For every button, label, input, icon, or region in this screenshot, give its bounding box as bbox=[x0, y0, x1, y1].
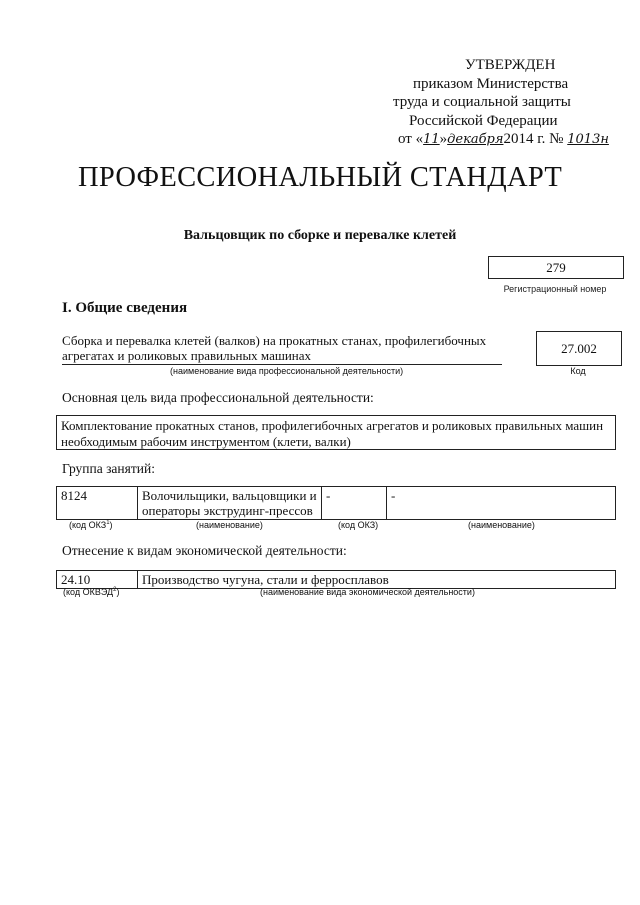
okved-name-caption: (наименование вида экономической деятельности) bbox=[260, 587, 475, 597]
goal-box: Комплектование прокатных станов, профилегибочных агрегатов и роликовых правильных машин необходимым рабочим инструментом (клети, валки) bbox=[56, 415, 616, 450]
approval-date-line bbox=[360, 130, 620, 150]
page-title: ПРОФЕССИОНАЛЬНЫЙ СТАНДАРТ bbox=[77, 162, 563, 193]
section-heading: I. Общие сведения bbox=[62, 300, 188, 316]
okved-code-caption: (код ОКВЭД$^2$) bbox=[63, 587, 120, 597]
activity-name: Сборка и перевалка клетей (валков) на прокатных станах, профилегибочных агрегатах и роликовых правильных машинах bbox=[62, 333, 502, 365]
okz-code2-cell: - bbox=[322, 487, 387, 520]
approval-line3: труда и социальной защиты bbox=[393, 94, 571, 110]
occupation-group-label: Группа занятий: bbox=[62, 461, 155, 476]
date-mid: » bbox=[439, 131, 448, 147]
okz-code-cell: 8124 bbox=[57, 487, 138, 520]
date-prefix: от « bbox=[398, 131, 424, 147]
approval-line1: УТВЕРЖДЕН bbox=[465, 57, 556, 73]
okz-name-caption: (наименование) bbox=[196, 520, 263, 530]
occupation-table bbox=[56, 486, 616, 520]
okz-name2-caption: (наименование) bbox=[468, 520, 535, 530]
okved-code-cell: 24.10 bbox=[57, 571, 138, 589]
activity-code-box: 27.002 bbox=[536, 331, 622, 366]
okz-name-cell: Волочильщики, вальцовщики и операторы экструдинг-прессов bbox=[138, 487, 322, 520]
approval-line4: Российской Федерации bbox=[409, 112, 558, 129]
okved-name-cell: Производство чугуна, стали и ферросплавов bbox=[138, 571, 616, 589]
okz-code-caption: (код ОКЗ$^1$) bbox=[69, 520, 113, 530]
table-row bbox=[57, 487, 616, 520]
approval-block bbox=[360, 56, 620, 150]
activity-name-caption: (наименование вида профессиональной деятельности) bbox=[170, 366, 404, 376]
economic-activity-label: Отнесение к видам экономической деятельности: bbox=[62, 543, 347, 558]
standard-name: Вальцовщик по сборке и перевалке клетей bbox=[183, 228, 457, 243]
okz-name2-cell: - bbox=[387, 487, 616, 520]
registration-number-box: 279 bbox=[488, 256, 624, 279]
registration-number-label: Регистрационный номер bbox=[503, 284, 607, 294]
approval-line2: приказом Министерства bbox=[413, 75, 569, 92]
goal-label: Основная цель вида профессиональной деятельности: bbox=[62, 390, 374, 405]
okz-code2-caption: (код ОКЗ) bbox=[338, 520, 379, 530]
date-month: декабря bbox=[447, 132, 504, 147]
date-day: 11 bbox=[423, 132, 440, 147]
table-row bbox=[57, 571, 616, 589]
activity-code-caption: Код bbox=[570, 366, 586, 376]
order-number: 1013н bbox=[567, 132, 609, 147]
date-year: 2014 г. № bbox=[503, 131, 564, 147]
